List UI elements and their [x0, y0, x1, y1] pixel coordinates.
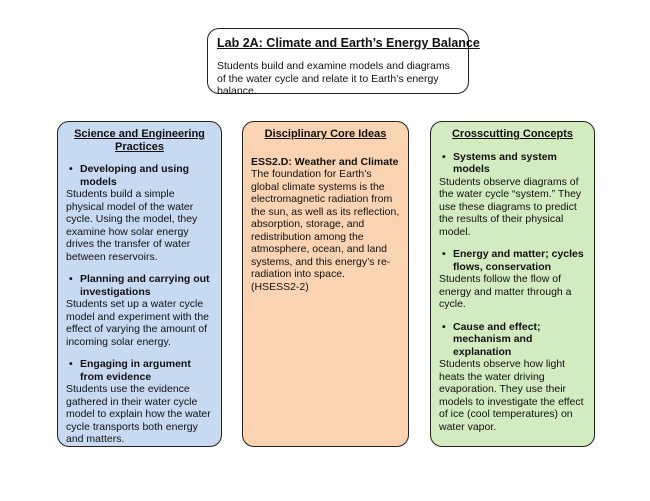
bullet-icon: •	[442, 320, 446, 333]
lab-description: Students build and examine models and diagrams of the water cycle and relate it to Earth’s energy balance.	[217, 60, 450, 97]
sep-item	[66, 163, 213, 263]
crosscutting-concepts-box	[430, 121, 595, 447]
sep-item	[66, 358, 213, 446]
sep-item-heading	[66, 358, 213, 383]
lab-title: Lab 2A: Climate and Earth’s Energy Balance	[217, 36, 480, 50]
dci-standard-code: (HSESS2-2)	[251, 280, 309, 293]
sep-item-heading	[66, 163, 213, 188]
lab-header-box	[207, 28, 480, 97]
cc-item-heading	[439, 151, 586, 176]
sep-title: Science and Engineering Practices	[74, 128, 205, 153]
sep-item-body: Students build a simple physical model of the water cycle. Using the model, they examine how solar energy drives the transfer of water between reservoirs.	[66, 188, 198, 263]
sep-item-heading-text: Developing and using models	[80, 163, 190, 188]
sep-item-heading	[66, 273, 213, 298]
cc-item	[439, 151, 586, 239]
cc-item-heading	[439, 248, 586, 273]
cc-item-body: Students follow the flow of energy and matter through a cycle.	[439, 273, 572, 310]
cc-item-heading	[439, 321, 586, 359]
bullet-icon: •	[69, 273, 73, 285]
cc-title: Crosscutting Concepts	[451, 128, 573, 140]
cc-item	[439, 248, 586, 311]
cc-item	[439, 321, 586, 434]
bullet-icon: •	[442, 248, 446, 260]
dci-heading: ESS2.D: Weather and Climate	[251, 155, 399, 168]
science-engineering-practices-box	[57, 121, 222, 447]
cc-item-heading-text: Systems and system models	[453, 150, 557, 175]
disciplinary-core-ideas-box	[242, 121, 409, 447]
cc-item-heading-text: Energy and matter; cycles flows, conservation	[453, 248, 584, 273]
sep-item-body: Students set up a water cycle model and experiment with the effect of varying the amount of incoming solar energy.	[66, 298, 209, 348]
dci-title: Disciplinary Core Ideas	[264, 128, 387, 140]
sep-item-heading-text: Planning and carrying out investigations	[80, 273, 210, 298]
bullet-icon: •	[69, 358, 73, 370]
cc-item-body: Students observe diagrams of the water cycle “system.” They use these diagrams to predict the results of their physical model.	[439, 175, 582, 238]
sep-item-heading-text: Engaging in argument from evidence	[80, 358, 191, 383]
bullet-icon: •	[69, 163, 73, 175]
sep-item-body: Students use the evidence gathered in their water cycle model to explain how the water cycle transports both energy and matters.	[66, 383, 211, 445]
dci-body: The foundation for Earth’s global climate systems is the electromagnetic radiation from the sun, as well as its reflection, absorption, storage, and redistribution among the atmosphere, ocean, and land systems, and this energy’s re-radiation into space.	[251, 168, 400, 280]
cc-item-body: Students observe how light heats the water driving evaporation. They use their models to investigate the effect of ice (cool temperatures) on water vapor.	[439, 358, 584, 433]
bullet-icon: •	[442, 150, 446, 163]
sep-item	[66, 273, 213, 348]
cc-item-heading-text: Cause and effect; mechanism and explanation	[453, 320, 541, 358]
